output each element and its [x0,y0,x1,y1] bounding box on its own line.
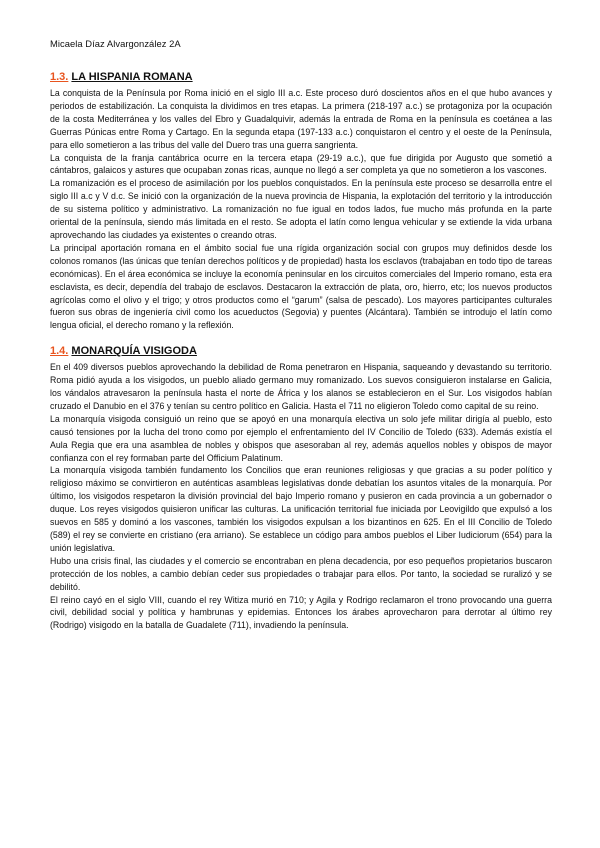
paragraph: La conquista de la franja cantábrica ocurre en la tercera etapa (29-19 a.c.), que fue dirigida por Augusto que sometió a cántabros, galaicos y astures que ocupaban zonas ricas, aunque no llegó a ser completa ya que no sometieron a los vascones. [50,152,552,176]
paragraph: La principal aportación romana en el ámbito social fue una rígida organización social con grupos muy definidos desde los colonos romanos (las únicas que tenían derechos políticos y de propiedad) hasta los esclavos (trabajaban en todo tipo de tareas económicas). En el área económica se incluye la economía peninsular en los circuitos comerciales del Imperio romano, esta era esclavista, es decir, dependía del trabajo de esclavos. Destacaron la extracción de plata, oro, hierro, etc; los nuevos productos agrícolas como el olivo y el trigo; y otros productos como el “garum” (salsa de pescado). Los mayores participantes culturales fueron sus obras de ingeniería civil como los acueductos (Segovia) y puentes (Alcántara). También se introdujo el latín como lengua oficial, el derecho romano y la reflexión. [50,242,552,331]
paragraph: El reino cayó en el siglo VIII, cuando el rey Witiza murió en 710; y Agila y Rodrigo reclamaron el trono provocando una guerra civil, debilidad social y política y hambrunas y epidemias. Entonces los árabes aprovecharon para derrotar al último rey (Rodrigo) visigodo en la batalla de Guadalete (711), invadiendo la península. [50,594,552,631]
paragraph: La monarquía visigoda consiguió un reino que se apoyó en una monarquía electiva un solo jefe militar dirigía al pueblo, esto causó tensiones por la lucha del trono como por ejemplo el enfrentamiento del IV Concilio de Toledo (633). Además existía el Aula Regia que era una asamblea de nobles y obispos que asesoraban al rey, además aquellos nobles y obispos de mayor confianza con el rey formaban parte del Officium Palatinum. [50,413,552,463]
section-number: 1.4. [50,345,69,358]
section-title: LA HISPANIA ROMANA [71,71,193,83]
section-heading [50,71,552,84]
section-number: 1.3. [50,71,69,83]
paragraph: La monarquía visigoda también fundamento los Concilios que eran reuniones religiosas y que gracias a su poder político y religioso máximo se convirtieron en auténticas asambleas legislativas donde debatían los asuntos vitales de la monarquía. Por último, los visigodos respetaron la división provincial del bajo Imperio romano y pusieron en cada provincia a un gobernador o duque. Los reyes visigodos quisieron unificar las culturas. La unificación territorial fue iniciada por Leovigildo que expulsó a los suevos en 585 y dominó a los vascones, también los visigodos expulsan a los bizantinos en 625. En el III Concilio de Toledo (589) el rey se convierte en cristiano (era arriano). Se establece un código para ambos pueblos el Liber Iudiciorum (654) para la unión legislativa. [50,465,552,553]
section-hispania-romana [50,71,552,332]
author-header: Micaela Díaz Alvargonzález 2A [50,38,181,49]
paragraph: La romanización es el proceso de asimilación por los pueblos conquistados. En la península este proceso se desarrolla entre el siglo III a.c y V d.c. Se inició con la organización de la nueva provincia de Hispania, la explotación del territorio y la introducción de su sistema político y administrativo. La romanización no fue igual en todos lados, fue mucho más profunda en la parte oriental de la península, siendo más limitada en el resto. Se adopta el latín como lengua vehicular y se extiende la vida urbana aprovechando las ciudades ya existentes o creando otras. [50,178,552,240]
paragraph: La conquista de la Península por Roma inició en el siglo III a.c. Este proceso duró doscientos años en el que hubo avances y periodos de estabilización. La conquista la dividimos en tres etapas. La primera (218-197 a.c.) se protagoniza por la ocupación de la costa Mediterránea y los valles del Ebro y Guadalquivir, además la entrada de Roma en la península es coetánea a las Guerras Púnicas entre Roma y Cartago. En la segunda etapa (197-133 a.c.) conquistaron el centro y el oeste de la Península, para ello sometieron a las tribus del valle del Duero tras una guerra sangrienta. [50,88,552,150]
paragraph: Hubo una crisis final, las ciudades y el comercio se encontraban en plena decadencia, por eso pequeños propietarios buscaron protección de los nobles, a cambio debían ceder sus propiedades o trabajar para ellos. Por tanto, la sociedad se ruralizó y se debilitó. [50,555,552,592]
section-heading [50,345,552,358]
section-monarquia-visigoda [50,345,552,632]
paragraph: En el 409 diversos pueblos aprovechando la debilidad de Roma penetraron en Hispania, saqueando y devastando su territorio. Roma pidió ayuda a los visigodos, un pueblo aliado germano muy romanizado. Los suevos consiguieron instalarse en Galicia, los vándalos atravesaron la península hasta el norte de África y los alanos se establecieron en el Sur. Los visigodos habían cruzado el Danubio en el 376 y tenían su centro político en Galicia. Hasta el 711 no eligieron Toledo como capital de su reino. [50,362,552,411]
section-title: MONARQUÍA VISIGODA [71,345,197,358]
